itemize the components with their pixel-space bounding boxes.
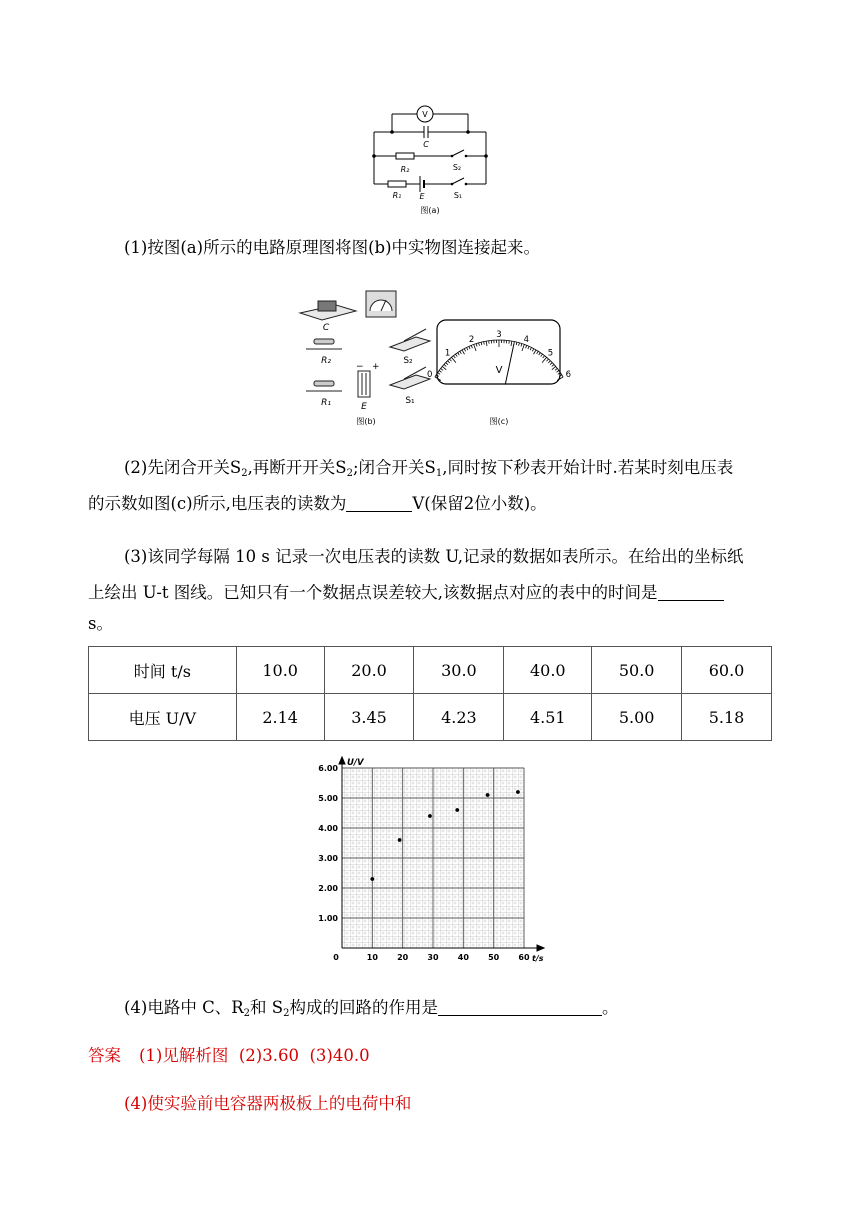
data-point xyxy=(370,877,374,881)
data-point xyxy=(516,790,520,794)
r2-component xyxy=(314,339,334,344)
table-header-time: 时间 t/s xyxy=(89,647,237,694)
b-s2-label: S₂ xyxy=(403,356,413,366)
dial-scale-label: 0 xyxy=(427,370,433,380)
table-cell: 4.51 xyxy=(504,694,592,741)
capacitor-label: C xyxy=(423,140,429,149)
dial-scale-label: 4 xyxy=(523,334,530,345)
question-3-line-3: s。 xyxy=(88,614,113,633)
r2-symbol xyxy=(396,153,414,159)
r1-label: R₁ xyxy=(392,191,402,200)
table-cell: 50.0 xyxy=(592,647,682,694)
x-tick-label: 40 xyxy=(457,953,469,962)
r1-component xyxy=(314,381,334,386)
y-tick-label: 1.00 xyxy=(318,914,338,923)
question-3-line-2: 上绘出 U-t 图线。已知只有一个数据点误差较大,该数据点对应的表中的时间是 xyxy=(88,575,724,611)
answer-line xyxy=(88,1042,370,1066)
table-cell: 4.23 xyxy=(414,694,504,741)
answer-part-4: (4)使实验前电容器两极板上的电荷中和 xyxy=(124,1094,412,1113)
figure-a-caption: 图(a) xyxy=(420,206,440,215)
dial-scale-label: 6 xyxy=(565,370,571,380)
dial-unit: V xyxy=(495,365,503,376)
table-cell: 30.0 xyxy=(414,647,504,694)
table-cell: 40.0 xyxy=(504,647,592,694)
answer-parts: (1)见解析图 (2)3.60 (3)40.0 xyxy=(139,1046,370,1065)
question-4: (4)电路中 C、$R_2$和 $S_2$构成的回路的作用是 。 xyxy=(124,998,619,1019)
table-cell: 10.0 xyxy=(236,647,324,694)
dial-scale-label: 1 xyxy=(444,348,451,359)
battery-plus-mark: + xyxy=(372,362,380,372)
table-cell: 3.45 xyxy=(324,694,414,741)
b-r1-label: R₁ xyxy=(321,398,331,408)
x-tick-label: 30 xyxy=(427,953,439,962)
x-tick-label: 60 xyxy=(518,953,530,962)
table-cell: 20.0 xyxy=(324,647,414,694)
y-tick-label: 2.00 xyxy=(318,884,338,893)
y-tick-label: 3.00 xyxy=(318,854,338,863)
answer-label: 答案 xyxy=(88,1046,121,1065)
x-axis-label: t/s xyxy=(532,954,544,963)
data-point xyxy=(428,814,432,818)
data-table xyxy=(88,646,772,741)
x-tick-label: 50 xyxy=(488,953,500,962)
table-row-time xyxy=(89,647,772,694)
b-s1-label: S₁ xyxy=(405,396,415,406)
table-cell: 5.18 xyxy=(682,694,772,741)
y-tick-label: 4.00 xyxy=(318,824,338,833)
r2-label: R₂ xyxy=(400,165,410,174)
figure-a-circuit xyxy=(360,100,500,220)
table-cell: 5.00 xyxy=(592,694,682,741)
answer-blank-4[interactable] xyxy=(438,997,602,1016)
question-1: (1)按图(a)所示的电路原理图将图(b)中实物图连接起来。 xyxy=(124,238,541,257)
figure-b-components xyxy=(296,285,436,430)
question-2-line-2: 的示数如图(c)所示,电压表的读数为 V(保留2位小数)。 xyxy=(88,494,547,513)
data-point xyxy=(398,838,402,842)
dial-scale-label: 2 xyxy=(468,334,475,345)
battery-component xyxy=(358,371,370,397)
b-e-label: E xyxy=(361,402,367,412)
b-c-label: C xyxy=(322,323,330,333)
b-r2-label: R₂ xyxy=(321,356,331,366)
dial-scale-label: 5 xyxy=(547,348,554,359)
table-row-voltage xyxy=(89,694,772,741)
y-axis-label: U/V xyxy=(347,758,364,768)
dial-scale-label: 3 xyxy=(496,330,502,340)
x-tick-label: 10 xyxy=(366,953,378,962)
s2-label: S₂ xyxy=(452,163,462,172)
x-tick-label: 0 xyxy=(333,953,339,962)
answer-blank-3[interactable] xyxy=(658,582,724,601)
r1-symbol xyxy=(388,181,406,187)
e-label: E xyxy=(419,192,425,201)
s1-label: S₁ xyxy=(453,191,463,200)
y-tick-label: 5.00 xyxy=(318,794,338,803)
question-2-line-1: (2)先闭合开关$S_2$,再断开开关$S_2$;闭合开关$S_1$,同时按下秒表开始计时.若某时刻电压表 xyxy=(124,458,734,479)
voltmeter-label: V xyxy=(422,110,428,119)
data-point xyxy=(455,808,459,812)
x-tick-label: 20 xyxy=(397,953,409,962)
answer-blank-2[interactable] xyxy=(346,493,412,512)
figure-c-caption: 图(c) xyxy=(489,417,509,426)
s2-component xyxy=(390,337,430,351)
table-cell: 2.14 xyxy=(236,694,324,741)
question-3-line-1: (3)该同学每隔 10 s 记录一次电压表的读数 U,记录的数据如表所示。在给出的坐标纸 xyxy=(124,547,744,566)
figure-c-voltmeter xyxy=(427,318,571,430)
ut-graph xyxy=(308,756,548,968)
data-point xyxy=(486,793,490,797)
y-tick-label: 6.00 xyxy=(318,764,338,773)
s1-component xyxy=(390,375,430,389)
battery-minus-mark: − xyxy=(356,362,364,372)
table-cell: 60.0 xyxy=(682,647,772,694)
table-header-voltage: 电压 U/V xyxy=(89,694,237,741)
figure-b-caption: 图(b) xyxy=(356,417,376,426)
